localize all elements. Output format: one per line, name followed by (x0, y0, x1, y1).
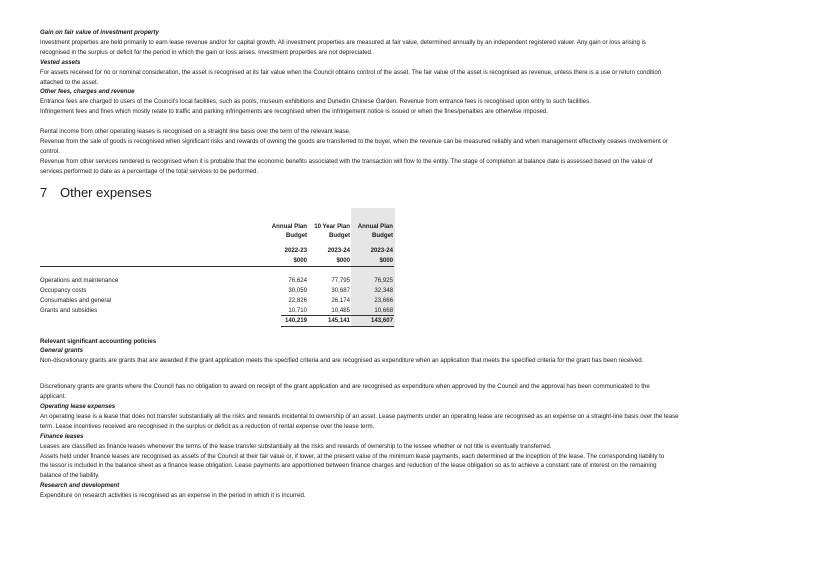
section-gain-investment (40, 28, 762, 58)
header-rule (40, 266, 394, 267)
text-line: recognised in the surplus or deficit for the period in which the gain or loss arises. Investment properties are not depreciated. (40, 48, 373, 56)
col-header-3: Annual Plan Budget 2023-24 $000 (357, 222, 393, 265)
text-line: Revenue from the sale of goods is recognised when significant risks and rewards of owning the goods are transferred to the buyer, when the revenue can be measured reliably and when management effectively ceases involvement or (40, 137, 668, 145)
document-page (40, 28, 762, 501)
row-label: Operations and maintenance (40, 276, 119, 284)
total-cell: 143,607 (370, 316, 393, 324)
section-research (40, 481, 762, 501)
cell: 77,795 (331, 276, 350, 284)
row-label: Grants and subsidies (40, 306, 98, 314)
text-line: Entrance fees are charged to users of the Council's local facilities, such as pools, museum exhibitions and Dunedin Chinese Garden. Revenue from entrance fees is recognised upon entry to such facilities. (40, 98, 591, 106)
total-cell: 140,219 (284, 316, 307, 324)
text-line: Investment properties are held primarily to earn lease revenue and/or for capital growth. All investment properties are measured at fair value, determined annually by an independent registered valuer. Any gain or loss arising is (40, 38, 646, 46)
section-number: 7 (40, 184, 48, 200)
col-header-1: Annual Plan Budget 2022-23 $000 (271, 222, 307, 265)
subheading: Vested assets (40, 58, 81, 66)
section-general-grants (40, 346, 762, 402)
text-line: Revenue from other services rendered is recognised when it is probable that the economic benefits associated with the transaction will flow to the entity. The stage of completion at balance date is assessed based on the value of (40, 157, 653, 165)
col-header-2: 10 Year Plan Budget 2023-24 $000 (314, 222, 350, 265)
section-title: Other expenses (60, 184, 152, 200)
subheading: Finance leases (40, 432, 84, 440)
other-expenses-table (40, 208, 762, 327)
section-finance-leases (40, 432, 762, 482)
text-line: Assets held under finance leases are recognised as assets of the Council at their fair value or, if lower, at the present value of the minimum lease payments, each determined at the inception of the lease. The corresponding liability to (40, 452, 665, 460)
row-label: Occupancy costs (40, 286, 87, 294)
text-line: Discretionary grants are grants where the Council has no obligation to award on receipt of the grant application and are recognised as expenditure when approved by the Council and the approval has been communicated to the (40, 383, 650, 391)
text-line: Infringement fees and fines which mostly relate to traffic and parking infringements are recognised when the infringement notice is issued or when the fines/penalties are otherwise imposed. (40, 108, 548, 116)
text-line: Rental income from other operating leases is recognised on a straight line basis over the term of the relevant lease. (40, 128, 351, 136)
cell: 30,059 (288, 286, 307, 294)
cell: 30,687 (331, 286, 350, 294)
text-line: term. Lease incentives received are recognised in the surplus or deficit as a reduction of rental expense over the lease term. (40, 422, 375, 430)
text-line: For assets received for no or nominal consideration, the asset is recognised at its fair value when the Council obtains control of the asset. The fair value of the asset is recognised as revenue, unless there is a use or return condition (40, 68, 662, 76)
subheading: Research and development (40, 482, 120, 490)
text-line: applicant. (40, 393, 67, 401)
subheading: Other fees, charges and revenue (40, 88, 135, 96)
text-line: Leases are classified as finance leases whenever the terms of the lease transfer substantially all the risks and rewards of ownership to the lessee whether or not title is eventually transferred. (40, 442, 552, 450)
text-line: Expenditure on research activities is recognised as an expense in the period in which it is incurred. (40, 492, 306, 500)
cell: 22,826 (288, 296, 307, 304)
section-other-fees (40, 87, 762, 117)
cell: 23,666 (374, 296, 393, 304)
total-cell: 145,141 (327, 316, 350, 324)
cell: 10,710 (288, 306, 307, 314)
section-revenue (40, 127, 762, 177)
section-operating-lease (40, 402, 762, 432)
cell: 76,624 (288, 276, 307, 284)
subheading: Operating lease expenses (40, 403, 116, 410)
text-line: An operating lease is a lease that does not transfer substantially all the risks and rewards incidental to ownership of an asset. Lease payments under an operating lease are recognised as an expense on a straight-line basis over the lease (40, 412, 679, 420)
section-heading (40, 185, 762, 201)
policies-heading: Relevant significant accounting policies (40, 337, 157, 345)
subheading: General grants (40, 347, 84, 355)
cell: 32,348 (374, 286, 393, 294)
cell: 10,485 (331, 306, 350, 314)
text-line: services performed to date as a percentage of the total services to be performed. (40, 167, 259, 175)
row-label: Consumables and general (40, 296, 112, 304)
text-line: the lessor is included in the balance sheet as a finance lease obligation. Lease payments are apportioned between finance charges and reduction of the lease obligation so as to achieve a constant rate of interest on the remaining (40, 462, 657, 470)
text-line: balance of the liability. (40, 472, 100, 480)
text-line: control. (40, 147, 60, 155)
subheading: Gain on fair value of investment property (40, 29, 159, 36)
text-line: Non-discretionary grants are grants that are awarded if the grant application meets the specified criteria and are recognised as expenditure when an application that meets the specified criteria for the grant has been received. (40, 357, 644, 365)
total-rule (281, 326, 394, 327)
cell: 10,668 (374, 306, 393, 314)
section-vested-assets (40, 58, 762, 88)
text-line: attached to the asset. (40, 78, 99, 86)
cell: 76,925 (374, 276, 393, 284)
cell: 26,174 (331, 296, 350, 304)
